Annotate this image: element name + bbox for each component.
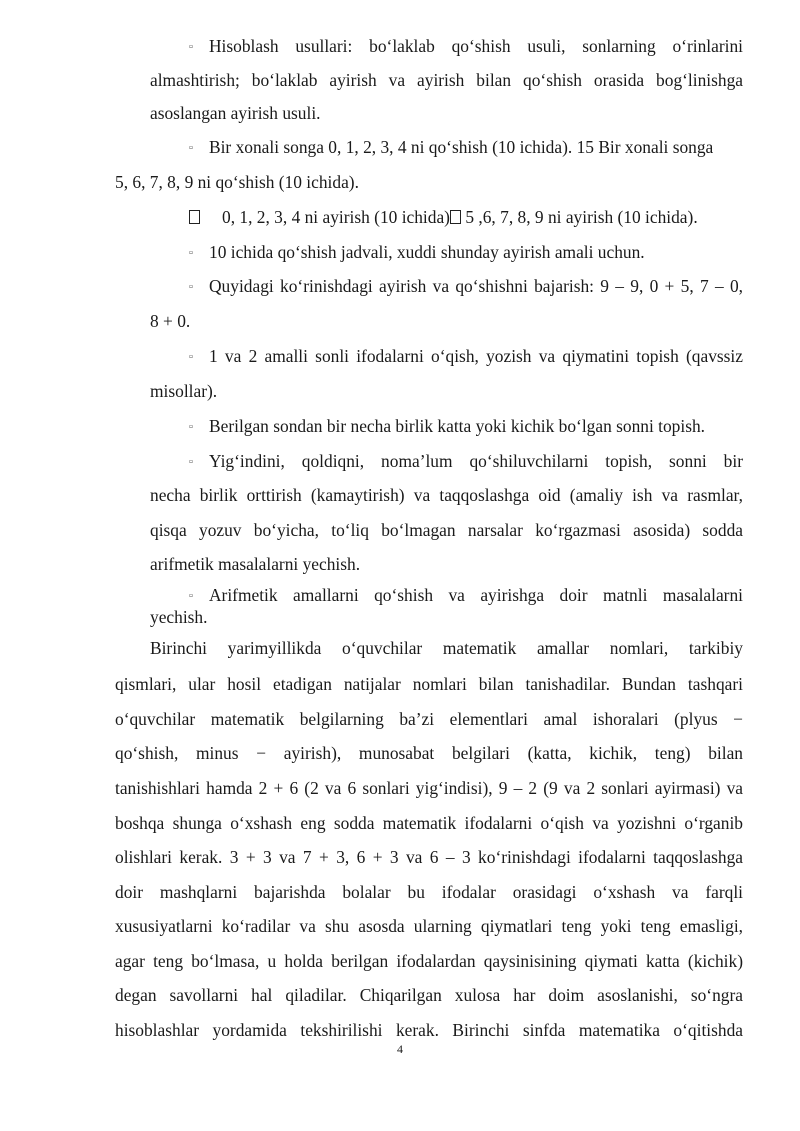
paragraph-line: boshqa shunga o‘xshash eng sodda matematik ifodalarni o‘qish va yozishni o‘rganib [115, 813, 743, 833]
paragraph-line: doir mashqlarni bajarishda bolalar bu ifodalar orasidagi o‘xshash va farqli [115, 882, 743, 902]
text-line: necha birlik orttirish (kamaytirish) va taqqoslashga oid (amaliy ish va rasmlar, [150, 485, 743, 505]
bullet-line: ▫ Quyidagi ko‘rinishdagi ayirish va qo‘shishni bajarish: 9 – 9, 0 + 5, 7 – 0, [189, 276, 743, 296]
bullet-line: ▫ Berilgan sondan bir necha birlik katta yoki kichik bo‘lgan sonni topish. [189, 416, 706, 436]
text-line: qisqa yozuv bo‘yicha, to‘liq bo‘lmagan narsalar ko‘rgazmasi asosida) sodda [150, 520, 743, 540]
paragraph-line: qo‘shish, minus − ayirish), munosabat belgilari (katta, kichik, teng) bilan [115, 743, 743, 763]
missing-glyph-icon [189, 210, 200, 224]
text-line: yechish. [150, 607, 208, 627]
bullet-icon: ▫ [189, 590, 193, 602]
paragraph-line: Birinchi yarimyillikda o‘quvchilar matematik amallar nomlari, tarkibiy [150, 638, 743, 658]
paragraph-line: olishlari kerak. 3 + 3 va 7 + 3, 6 + 3 va 6 – 3 ko‘rinishdagi ifodalarni taqqoslashga [115, 847, 743, 867]
text-line: misollar). [150, 381, 218, 401]
bullet-icon: ▫ [189, 421, 193, 433]
page-number: 4 [397, 1042, 403, 1056]
bullet-icon: ▫ [189, 142, 193, 154]
bullet-line: ▫ Yig‘indini, qoldiqni, noma’lum qo‘shiluvchilarni topish, sonni bir [189, 451, 743, 471]
bullet-line: 0, 1, 2, 3, 4 ni ayirish (10 ichida) 5 ,6, 7, 8, 9 ni ayirish (10 ichida). [189, 207, 698, 227]
paragraph-line: qismlari, ular hosil etadigan natijalar nomlari bilan tanishadilar. Bundan tashqari [115, 674, 743, 694]
bullet-icon: ▫ [189, 456, 193, 468]
bullet-line: ▫ Hisoblash usullari: bo‘laklab qo‘shish usuli, sonlarning o‘rinlarini [189, 36, 743, 56]
bullet-icon: ▫ [189, 281, 193, 293]
bullet-icon: ▫ [189, 351, 193, 363]
text-line: arifmetik masalalarni yechish. [150, 554, 361, 574]
text-line: almashtirish; bo‘laklab ayirish va ayirish bilan qo‘shish orasida bog‘linishga [150, 70, 743, 90]
paragraph-line: agar teng bo‘lmasa, u holda berilgan ifodalardan qaysinisining qiymati katta (kichik) [115, 951, 743, 971]
paragraph-line: o‘quvchilar matematik belgilarning ba’zi elementlari amal ishoralari (plyus − [115, 709, 743, 729]
paragraph-line: xususiyatlarni ko‘radilar va shu asosda ularning qiymatlari teng yoki teng emasligi, [115, 916, 743, 936]
paragraph-line: degan savollarni hal qiladilar. Chiqarilgan xulosa har doim asoslanishi, so‘ngra [115, 985, 743, 1005]
text-line: 5, 6, 7, 8, 9 ni qo‘shish (10 ichida). [115, 172, 359, 192]
text-line: 8 + 0. [150, 311, 191, 331]
bullet-line: ▫ 1 va 2 amalli sonli ifodalarni o‘qish, yozish va qiymatini topish (qavssiz [189, 346, 743, 366]
bullet-icon: ▫ [189, 247, 193, 259]
bullet-icon: ▫ [189, 41, 193, 53]
paragraph-line: tanishishlari hamda 2 + 6 (2 va 6 sonlari yig‘indisi), 9 – 2 (9 va 2 sonlari ayirmasi) va [115, 778, 743, 798]
text-line: asoslangan ayirish usuli. [150, 103, 321, 123]
bullet-line: ▫ Arifmetik amallarni qo‘shish va ayirishga doir matnli masalalarni [189, 585, 743, 605]
missing-glyph-icon [450, 210, 461, 224]
bullet-line: ▫ 10 ichida qo‘shish jadvali, xuddi shunday ayirish amali uchun. [189, 242, 645, 262]
paragraph-line: hisoblashlar yordamida tekshirilishi kerak. Birinchi sinfda matematika o‘qitishda [115, 1020, 743, 1040]
bullet-line: ▫ Bir xonali songa 0, 1, 2, 3, 4 ni qo‘shish (10 ichida). 15 Bir xonali songa [189, 137, 714, 157]
